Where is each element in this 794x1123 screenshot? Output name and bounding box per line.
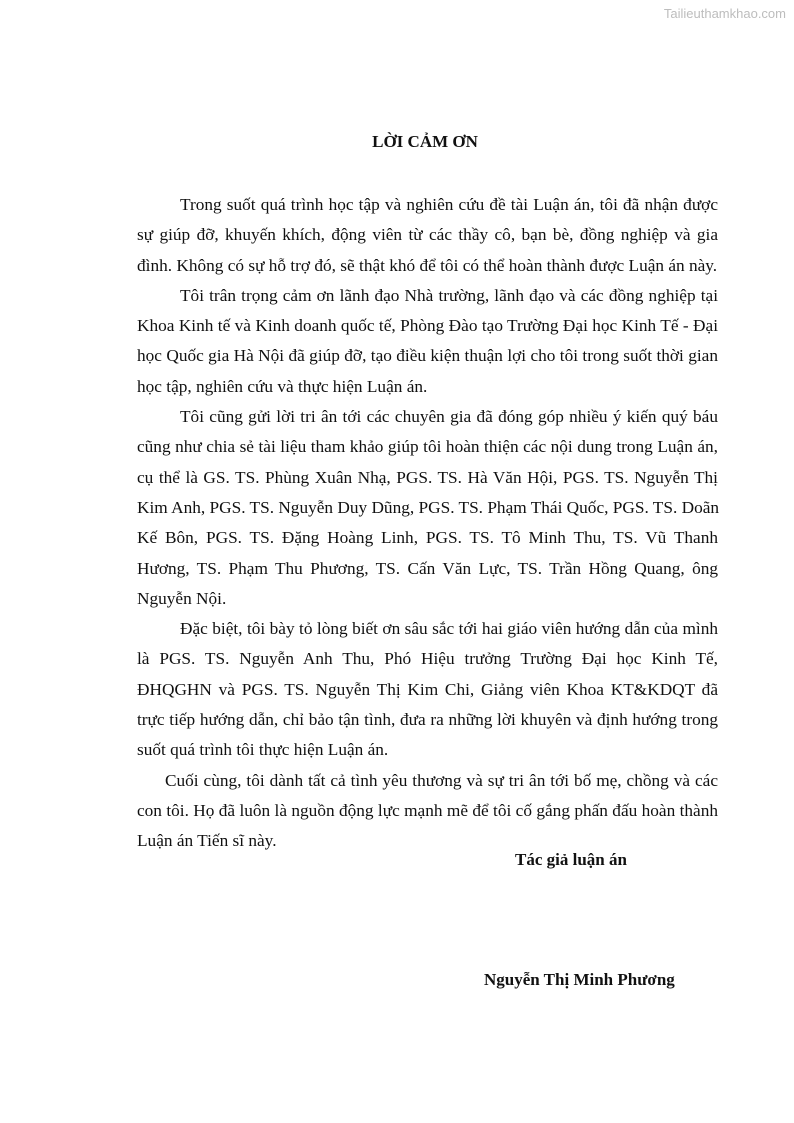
text-line: học Quốc gia Hà Nội đã giúp đỡ, tạo điều kiện thuận lợi cho tôi trong suốt thời gian <box>137 346 718 366</box>
signature-role: Tác giả luận án <box>515 850 627 869</box>
text-line: cũng như chia sẻ tài liệu tham khảo giúp tôi hoàn thiện các nội dung trong Luận án, <box>137 437 718 457</box>
paragraph <box>137 281 718 402</box>
document-body <box>137 190 718 857</box>
text-line: con tôi. Họ đã luôn là nguồn động lực mạnh mẽ để tôi cố gắng phấn đấu hoàn thành <box>137 800 718 820</box>
text-line: Hương, TS. Phạm Thu Phương, TS. Cấn Văn Lực, TS. Trần Hồng Quang, ông <box>137 558 718 578</box>
paragraph <box>137 766 718 857</box>
text-line: Nguyễn Nội. <box>137 588 227 608</box>
text-line: Tôi trân trọng cảm ơn lãnh đạo Nhà trường, lãnh đạo và các đồng nghiệp tại <box>180 285 718 305</box>
text-line: ĐHQGHN và PGS. TS. Nguyễn Thị Kim Chi, Giảng viên Khoa KT&KDQT đã <box>137 679 718 699</box>
paragraph <box>137 402 718 614</box>
watermark: Tailieuthamkhao.com <box>663 6 786 21</box>
text-line: cụ thể là GS. TS. Phùng Xuân Nhạ, PGS. TS. Hà Văn Hội, PGS. TS. Nguyễn Thị <box>137 467 718 487</box>
page-title: LỜI CẢM ƠN <box>372 132 478 151</box>
text-line: đình. Không có sự hỗ trợ đó, sẽ thật khó để tôi có thể hoàn thành được Luận án này. <box>137 255 718 275</box>
text-line: Cuối cùng, tôi dành tất cả tình yêu thương và sự tri ân tới bố mẹ, chồng và các <box>165 770 718 790</box>
text-line: Trong suốt quá trình học tập và nghiên cứu đề tài Luận án, tôi đã nhận được <box>180 195 718 214</box>
text-line: Kim Anh, PGS. TS. Nguyễn Duy Dũng, PGS. TS. Phạm Thái Quốc, PGS. TS. Doãn <box>137 497 720 517</box>
text-line: Kế Bôn, PGS. TS. Đặng Hoàng Linh, PGS. TS. Tô Minh Thu, TS. Vũ Thanh <box>137 528 718 548</box>
paragraph <box>137 614 718 765</box>
text-line: Tôi cũng gửi lời tri ân tới các chuyên gia đã đóng góp nhiều ý kiến quý báu <box>180 407 718 427</box>
text-line: Khoa Kinh tế và Kinh doanh quốc tế, Phòng Đào tạo Trường Đại học Kinh Tế - Đại <box>137 316 718 336</box>
text-line: trực tiếp hướng dẫn, chỉ bảo tận tình, đưa ra những lời khuyên và định hướng trong <box>137 710 718 730</box>
text-line: suốt quá trình tôi thực hiện Luận án. <box>137 740 389 760</box>
text-line: học tập, nghiên cứu và thực hiện Luận án. <box>137 376 428 396</box>
signature-name: Nguyễn Thị Minh Phương <box>484 970 675 989</box>
text-line: Đặc biệt, tôi bày tỏ lòng biết ơn sâu sắc tới hai giáo viên hướng dẫn của mình <box>180 619 718 639</box>
paragraph <box>137 190 718 281</box>
text-line: là PGS. TS. Nguyễn Anh Thu, Phó Hiệu trưởng Trường Đại học Kinh Tế, <box>137 649 718 669</box>
text-line: sự giúp đỡ, khuyến khích, động viên từ các thầy cô, bạn bè, đồng nghiệp và gia <box>137 225 718 245</box>
text-line: Luận án Tiến sĩ này. <box>137 831 277 851</box>
